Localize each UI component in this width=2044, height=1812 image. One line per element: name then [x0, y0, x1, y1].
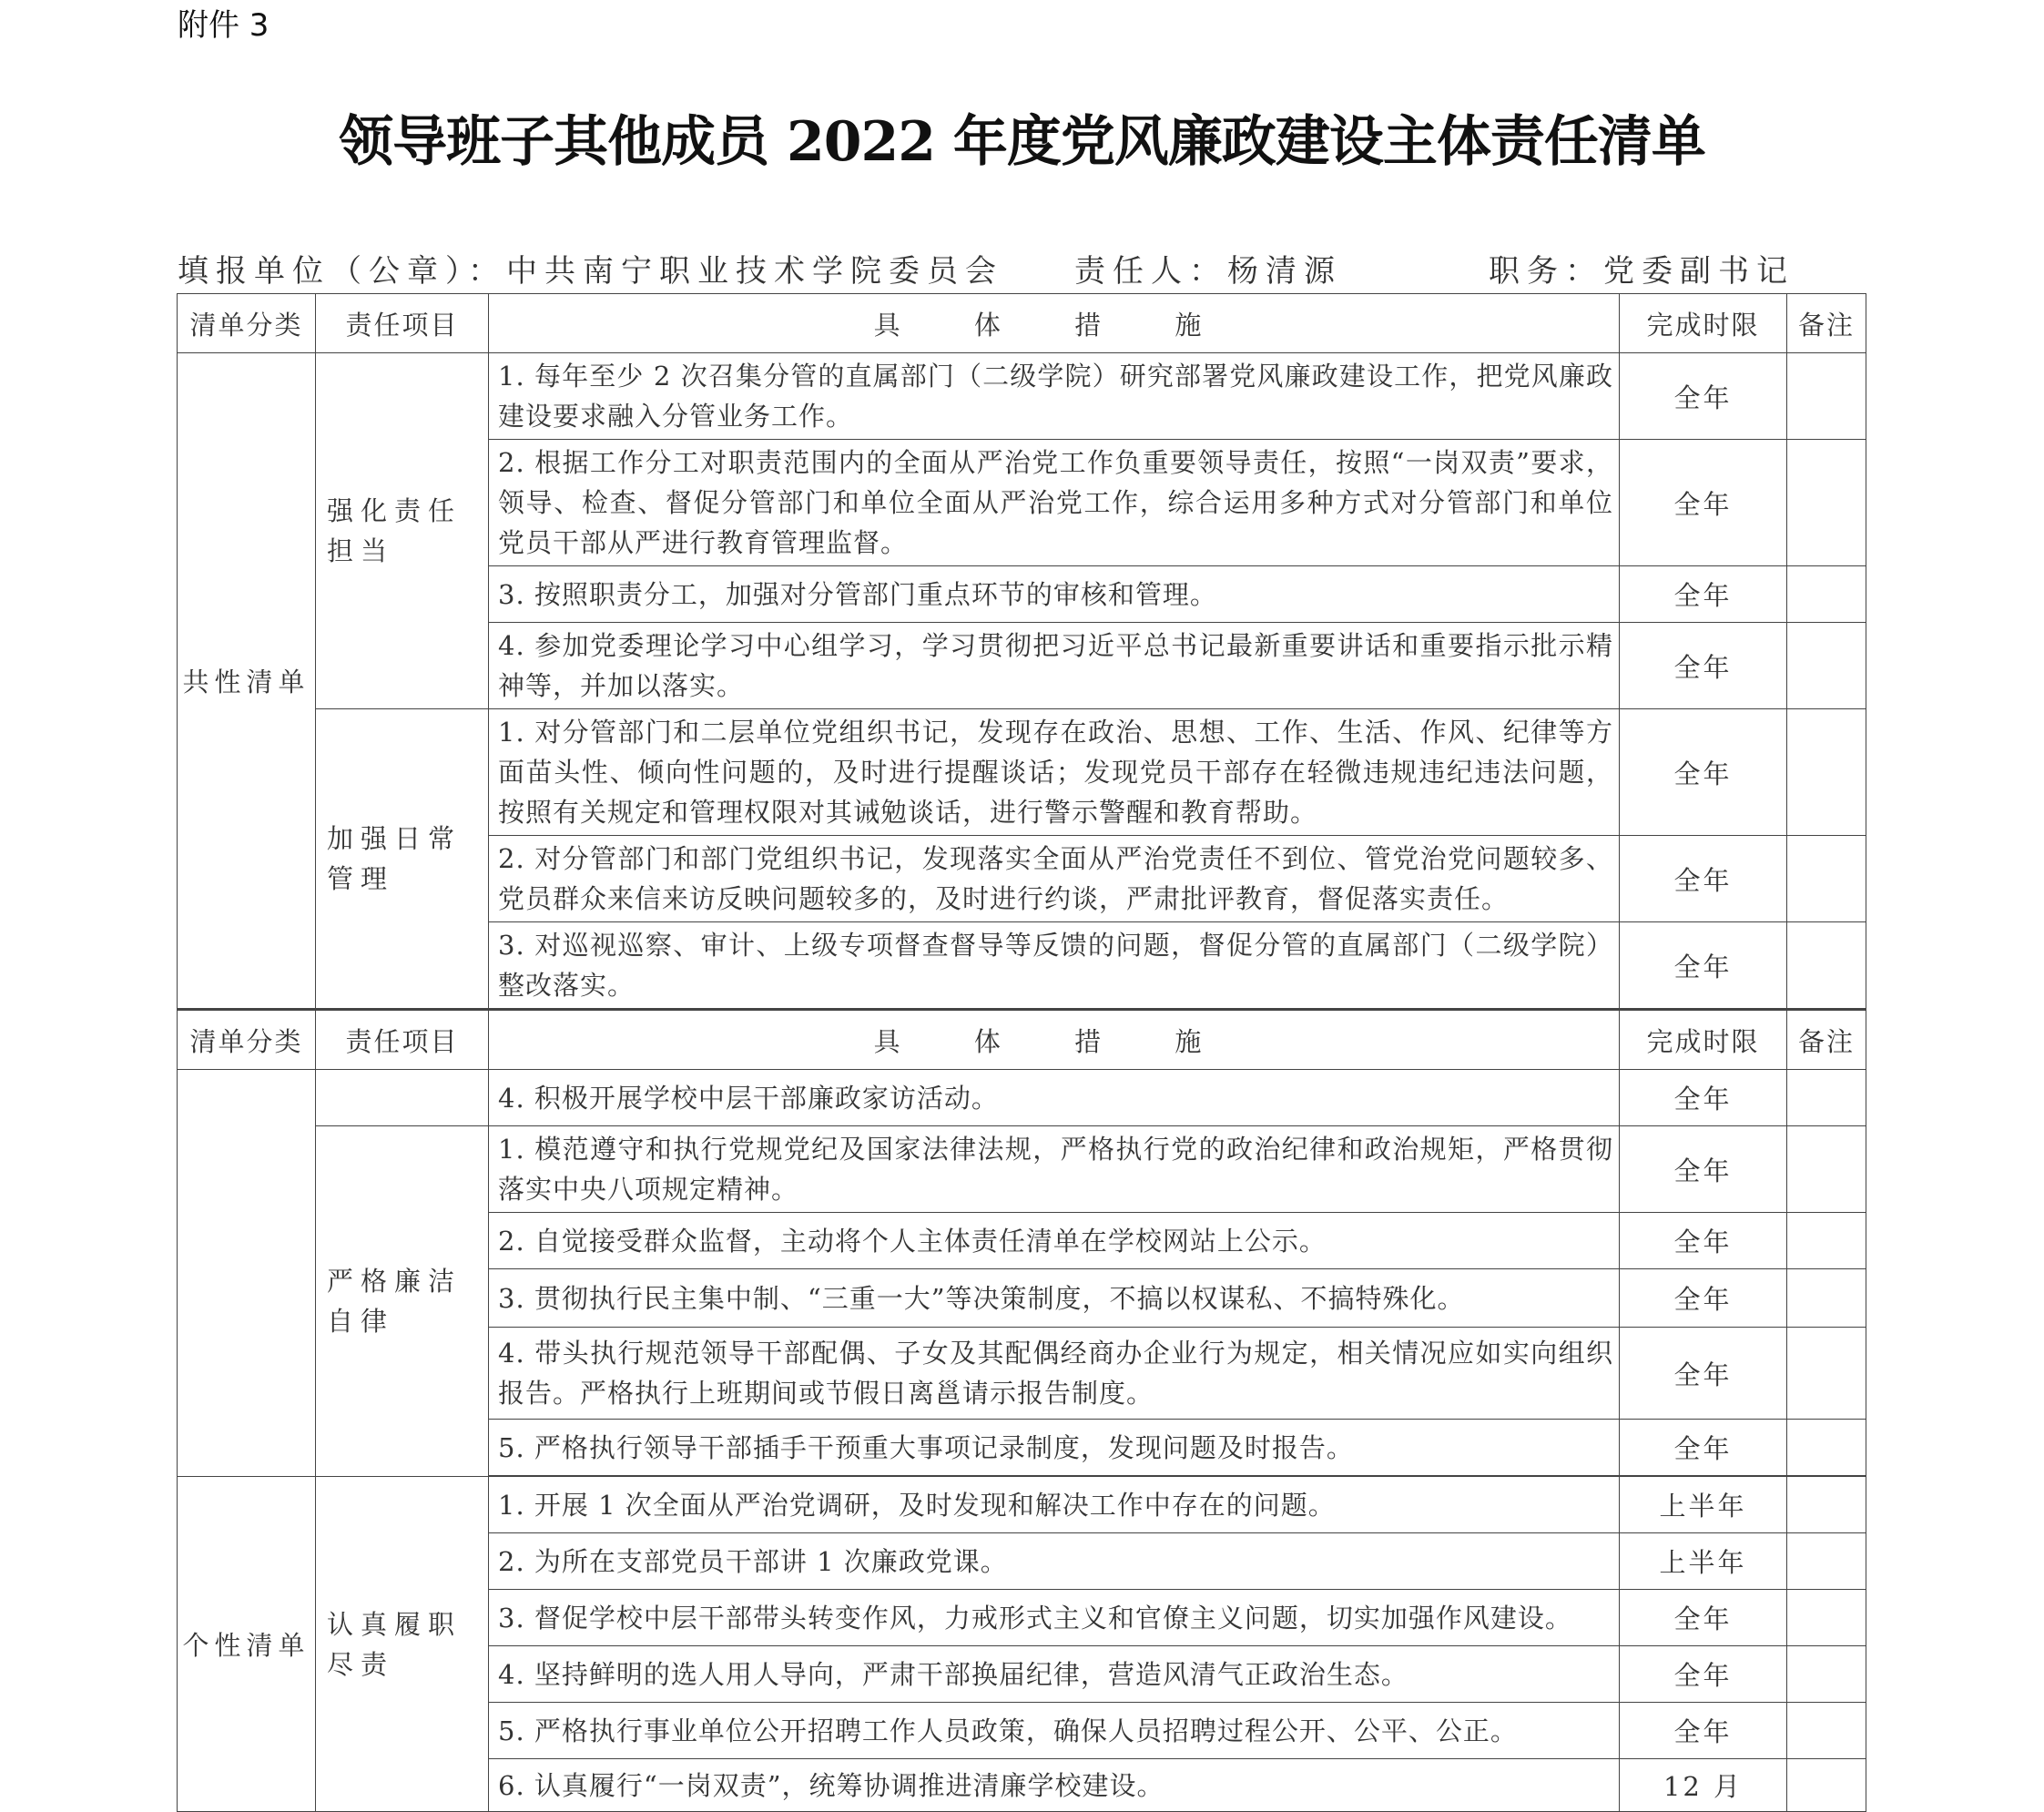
- remark-cell: [1787, 1533, 1866, 1590]
- measure-cell: 2. 为所在支部党员干部讲 1 次廉政党课。: [489, 1533, 1620, 1590]
- item-duty: 认真履职尽责: [316, 1477, 489, 1812]
- header-measures: 具 体 措 施: [489, 294, 1620, 353]
- deadline-cell: 全年: [1620, 1420, 1787, 1476]
- header-item: 责任项目: [316, 1010, 489, 1070]
- measure-cell: 3. 贯彻执行民主集中制、“三重一大”等决策制度，不搞以权谋私、不搞特殊化。: [489, 1269, 1620, 1328]
- measure-cell: 3. 按照职责分工，加强对分管部门重点环节的审核和管理。: [489, 566, 1620, 623]
- remark-cell: [1787, 1213, 1866, 1269]
- header-deadline: 完成时限: [1620, 1010, 1787, 1070]
- header-deadline: 完成时限: [1620, 294, 1787, 353]
- measure-cell: 1. 模范遵守和执行党规党纪及国家法律法规，严格执行党的政治纪律和政治规矩，严格贯彻落实中央八项规定精神。: [489, 1126, 1620, 1213]
- measure-cell: 5. 严格执行领导干部插手干预重大事项记录制度，发现问题及时报告。: [489, 1420, 1620, 1476]
- measure-cell: 1. 开展 1 次全面从严治党调研，及时发现和解决工作中存在的问题。: [489, 1477, 1620, 1533]
- measure-cell: 1. 每年至少 2 次召集分管的直属部门（二级学院）研究部署党风廉政建设工作，把党风廉政建设要求融入分管业务工作。: [489, 353, 1620, 440]
- header-remark: 备注: [1787, 294, 1866, 353]
- remark-cell: [1787, 836, 1866, 922]
- deadline-cell: 全年: [1620, 1126, 1787, 1213]
- item-strengthen: 强化责任担当: [316, 353, 489, 709]
- table-header-repeat: [178, 1010, 1866, 1070]
- measure-cell: 1. 对分管部门和二层单位党组织书记，发现存在政治、思想、工作、生活、作风、纪律等方面苗头性、倾向性问题的，及时进行提醒谈话；发现党员干部存在轻微违规违纪违法问题，按照有关规定和管理权限对其诫勉谈话，进行警示警醒和教育帮助。: [489, 709, 1620, 836]
- header-measures: 具 体 措 施: [489, 1010, 1620, 1070]
- measure-cell: 4. 积极开展学校中层干部廉政家访活动。: [489, 1070, 1620, 1126]
- attachment-label: 附件 3: [178, 7, 269, 44]
- remark-cell: [1787, 1070, 1866, 1126]
- deadline-cell: 全年: [1620, 353, 1787, 440]
- measure-cell: 3. 督促学校中层干部带头转变作风，力戒形式主义和官僚主义问题，切实加强作风建设。: [489, 1590, 1620, 1646]
- remark-cell: [1787, 709, 1866, 836]
- header-remark: 备注: [1787, 1010, 1866, 1070]
- deadline-cell: 全年: [1620, 709, 1787, 836]
- measure-cell: 4. 参加党委理论学习中心组学习，学习贯彻把习近平总书记最新重要讲话和重要指示批示精神等，并加以落实。: [489, 623, 1620, 709]
- remark-cell: [1787, 566, 1866, 623]
- responsibility-table: [177, 293, 1866, 1812]
- deadline-cell: 上半年: [1620, 1533, 1787, 1590]
- deadline-cell: 全年: [1620, 1328, 1787, 1420]
- remark-cell: [1787, 1759, 1866, 1812]
- measure-cell: 2. 根据工作分工对职责范围内的全面从严治党工作负重要领导责任，按照“一岗双责”要求，领导、检查、督促分管部门和单位全面从严治党工作，综合运用多种方式对分管部门和单位党员干部从严进行教育管理监督。: [489, 440, 1620, 566]
- deadline-cell: 12 月: [1620, 1759, 1787, 1812]
- table-row: [178, 1126, 1866, 1213]
- remark-cell: [1787, 1420, 1866, 1476]
- deadline-cell: 全年: [1620, 1213, 1787, 1269]
- item-strict: 严格廉洁自律: [316, 1126, 489, 1477]
- item-blank: [316, 1070, 489, 1126]
- remark-cell: [1787, 1477, 1866, 1533]
- header-item: 责任项目: [316, 294, 489, 353]
- measure-cell: 5. 严格执行事业单位公开招聘工作人员政策，确保人员招聘过程公开、公平、公正。: [489, 1703, 1620, 1759]
- remark-cell: [1787, 1269, 1866, 1328]
- measure-cell: 4. 坚持鲜明的选人用人导向，严肃干部换届纪律，营造风清气正政治生态。: [489, 1646, 1620, 1703]
- deadline-cell: 全年: [1620, 1646, 1787, 1703]
- section-personal: 个性清单: [178, 1477, 316, 1812]
- deadline-cell: 全年: [1620, 836, 1787, 922]
- remark-cell: [1787, 440, 1866, 566]
- measure-cell: 2. 对分管部门和部门党组织书记，发现落实全面从严治党责任不到位、管党治党问题较多、党员群众来信来访反映问题较多的，及时进行约谈，严肃批评教育，督促落实责任。: [489, 836, 1620, 922]
- remark-cell: [1787, 1590, 1866, 1646]
- deadline-cell: 全年: [1620, 623, 1787, 709]
- header-category: 清单分类: [178, 294, 316, 353]
- remark-cell: [1787, 623, 1866, 709]
- remark-cell: [1787, 1646, 1866, 1703]
- deadline-cell: 全年: [1620, 566, 1787, 623]
- deadline-cell: 全年: [1620, 1269, 1787, 1328]
- deadline-cell: 全年: [1620, 440, 1787, 566]
- reporting-unit: 填报单位（公章）：中共南宁职业技术学院委员会: [178, 253, 1003, 290]
- measure-cell: 2. 自觉接受群众监督，主动将个人主体责任清单在学校网站上公示。: [489, 1213, 1620, 1269]
- measure-cell: 4. 带头执行规范领导干部配偶、子女及其配偶经商办企业行为规定，相关情况应如实向组织报告。严格执行上班期间或节假日离邕请示报告制度。: [489, 1328, 1620, 1420]
- remark-cell: [1787, 353, 1866, 440]
- deadline-cell: 全年: [1620, 1703, 1787, 1759]
- responsible-person: 责任人：杨清源: [1074, 253, 1342, 290]
- table-row: [178, 353, 1866, 440]
- table-row: [178, 709, 1866, 836]
- table-row: [178, 1070, 1866, 1126]
- remark-cell: [1787, 1126, 1866, 1213]
- item-daily: 加强日常管理: [316, 709, 489, 1010]
- table-header: [178, 294, 1866, 353]
- section-common: 共性清单: [178, 353, 316, 1010]
- remark-cell: [1787, 922, 1866, 1010]
- position: 职务：党委副书记: [1489, 253, 1795, 290]
- remark-cell: [1787, 1328, 1866, 1420]
- deadline-cell: 上半年: [1620, 1477, 1787, 1533]
- table-row: [178, 1477, 1866, 1533]
- measure-cell: 6. 认真履行“一岗双责”，统筹协调推进清廉学校建设。: [489, 1759, 1620, 1812]
- section-blank: [178, 1070, 316, 1477]
- deadline-cell: 全年: [1620, 1590, 1787, 1646]
- remark-cell: [1787, 1703, 1866, 1759]
- deadline-cell: 全年: [1620, 922, 1787, 1010]
- measure-cell: 3. 对巡视巡察、审计、上级专项督查督导等反馈的问题，督促分管的直属部门（二级学院）整改落实。: [489, 922, 1620, 1010]
- deadline-cell: 全年: [1620, 1070, 1787, 1126]
- header-category: 清单分类: [178, 1010, 316, 1070]
- document-title: 领导班子其他成员 2022 年度党风廉政建设主体责任清单: [339, 110, 1705, 174]
